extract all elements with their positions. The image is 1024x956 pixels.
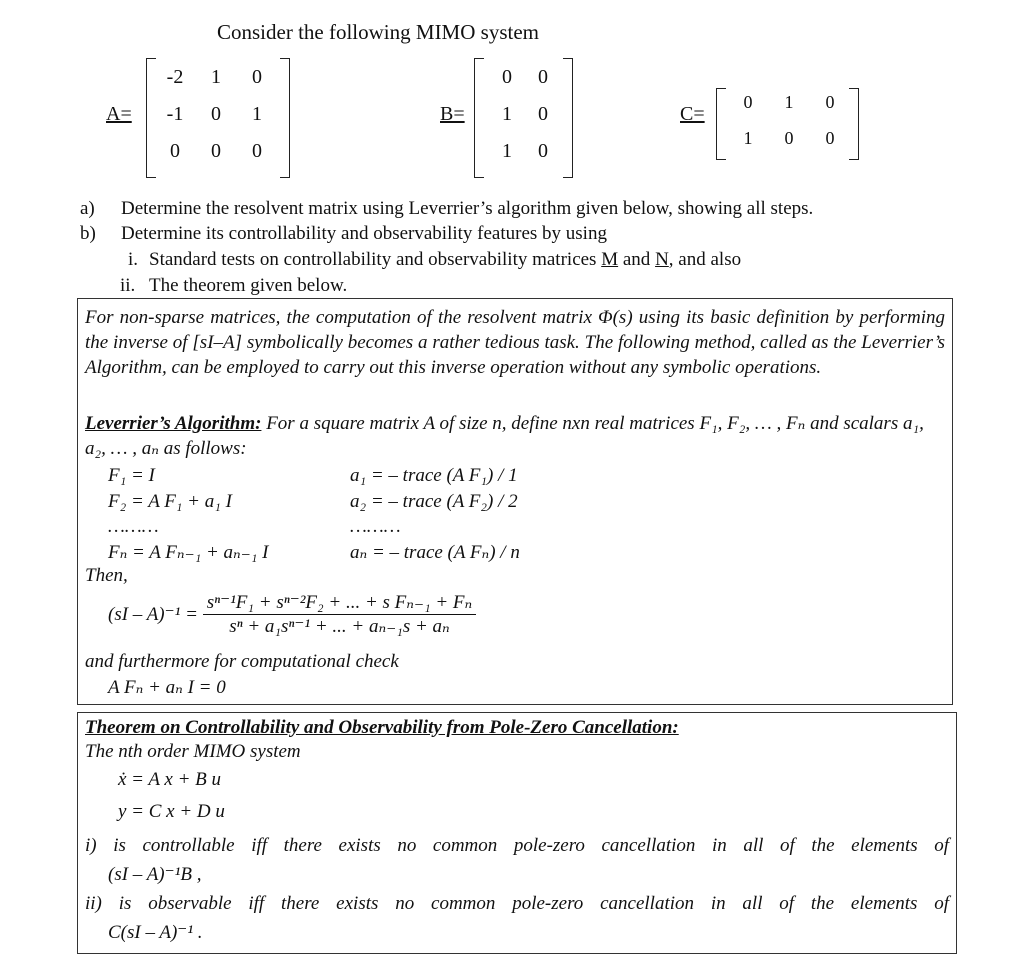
equation-line: F₂ = A F₁ + a₁ I (108, 490, 232, 512)
matrix-cell: 1 (502, 140, 512, 162)
algorithm-paragraph (85, 411, 945, 461)
question-b-marker: b) (80, 223, 96, 244)
check-text: and furthermore for computational check (85, 651, 399, 672)
text: and (618, 249, 656, 270)
algorithm-title: Leverrier’s Algorithm: (85, 413, 262, 434)
matrix-cell: -2 (166, 66, 184, 88)
matrix-cell: 0 (825, 128, 835, 148)
equation-line: Fₙ = A Fₙ₋₁ + aₙ₋₁ I (108, 541, 269, 563)
theorem-box (77, 712, 957, 954)
matrix-cell: 0 (502, 66, 512, 88)
controllability-expression: (sI – A)⁻¹B , (108, 864, 202, 885)
denominator: sⁿ + a₁sⁿ⁻¹ + ... + aₙ₋₁s + aₙ (229, 616, 450, 637)
question-ii: The theorem given below. (149, 275, 348, 296)
matrix-cell: 0 (252, 140, 262, 162)
leverrier-box (77, 298, 953, 705)
question-b: Determine its controllability and observability features by using (121, 223, 607, 244)
matrix-a-label: A= (106, 103, 132, 125)
state-equation: ẋ = A x + B u (118, 769, 222, 790)
question-ii-marker: ii. (120, 275, 136, 296)
bracket-right (849, 88, 859, 160)
matrix-cell: 0 (538, 66, 548, 88)
equation-line: F₁ = I (108, 465, 155, 486)
equation-line: ……… (350, 516, 401, 537)
question-a: Determine the resolvent matrix using Leverrier’s algorithm given below, showing all steps. (121, 198, 814, 219)
matrix-cell: 1 (784, 92, 794, 112)
fraction (203, 591, 477, 638)
text: Standard tests on controllability and observability matrices (149, 249, 602, 270)
matrix-cell: 0 (538, 103, 548, 125)
observability-condition: ii) is observable iff there exists no common pole-zero cancellation in all of the elements of (85, 893, 949, 914)
theorem-line: The nth order MIMO system (85, 741, 301, 762)
matrix-c-label: C= (680, 103, 705, 125)
check-equation: A Fₙ + aₙ I = 0 (108, 677, 226, 698)
matrix-cell: 1 (252, 103, 262, 125)
matrix-cell: 0 (170, 140, 180, 162)
matrix-cell: 0 (252, 66, 262, 88)
observability-expression: C(sI – A)⁻¹ . (108, 922, 203, 943)
bracket-right (280, 58, 290, 178)
formula-lhs: (sI – A)⁻¹ = (108, 604, 198, 625)
matrix-cell: 0 (784, 128, 794, 148)
matrix-cell: 0 (743, 92, 753, 112)
bracket-left (716, 88, 726, 160)
matrix-cell: 1 (743, 128, 753, 148)
matrix-cell: 0 (538, 140, 548, 162)
matrix-cell: 1 (211, 66, 221, 88)
equations-right (350, 463, 520, 565)
matrix-cell: 0 (825, 92, 835, 112)
matrix-cell: 1 (502, 103, 512, 125)
equations-left (108, 463, 268, 565)
equation-line: a₂ = – trace (A F₂) / 2 (350, 490, 518, 512)
theorem-title: Theorem on Controllability and Observability from Pole-Zero Cancellation: (85, 717, 679, 738)
output-equation: y = C x + D u (118, 801, 225, 822)
intro-paragraph: For non-sparse matrices, the computation of the resolvent matrix Φ(s) using its basic definition by performing the inverse of [sI–A] symbolically becomes a rather tedious task. The following method, called as the Leverrier’s Algorithm, can be employed to carry out this inverse operation without any symbolic operations. (85, 307, 945, 378)
bracket-left (146, 58, 156, 178)
equation-line: ……… (108, 516, 159, 537)
then-label: Then, (85, 565, 128, 586)
text: , and also (668, 249, 742, 270)
controllability-condition: i) is controllable iff there exists no common pole-zero cancellation in all of the elements of (85, 835, 949, 856)
text: For a square matrix A of size n, define nxn real matrices F₁, F₂, … , Fₙ and scalars a₁, a₂, … , aₙ as follows: (85, 413, 924, 459)
matrix-b-label: B= (440, 103, 465, 125)
question-i-marker: i. (128, 249, 139, 270)
problem-title: Consider the following MIMO system (217, 20, 539, 44)
bracket-left (474, 58, 484, 178)
question-i (149, 249, 741, 271)
question-a-marker: a) (80, 198, 95, 219)
resolvent-formula (108, 591, 476, 638)
matrix-cell: 0 (211, 140, 221, 162)
text: N (655, 249, 669, 270)
matrix-cell: -1 (166, 103, 184, 125)
numerator: sⁿ⁻¹F₁ + sⁿ⁻²F₂ + ... + s Fₙ₋₁ + Fₙ (203, 591, 477, 615)
equation-line: a₁ = – trace (A F₁) / 1 (350, 465, 518, 486)
equation-line: aₙ = – trace (A Fₙ) / n (350, 541, 520, 563)
matrix-cell: 0 (211, 103, 221, 125)
text: M (601, 249, 619, 270)
bracket-right (563, 58, 573, 178)
